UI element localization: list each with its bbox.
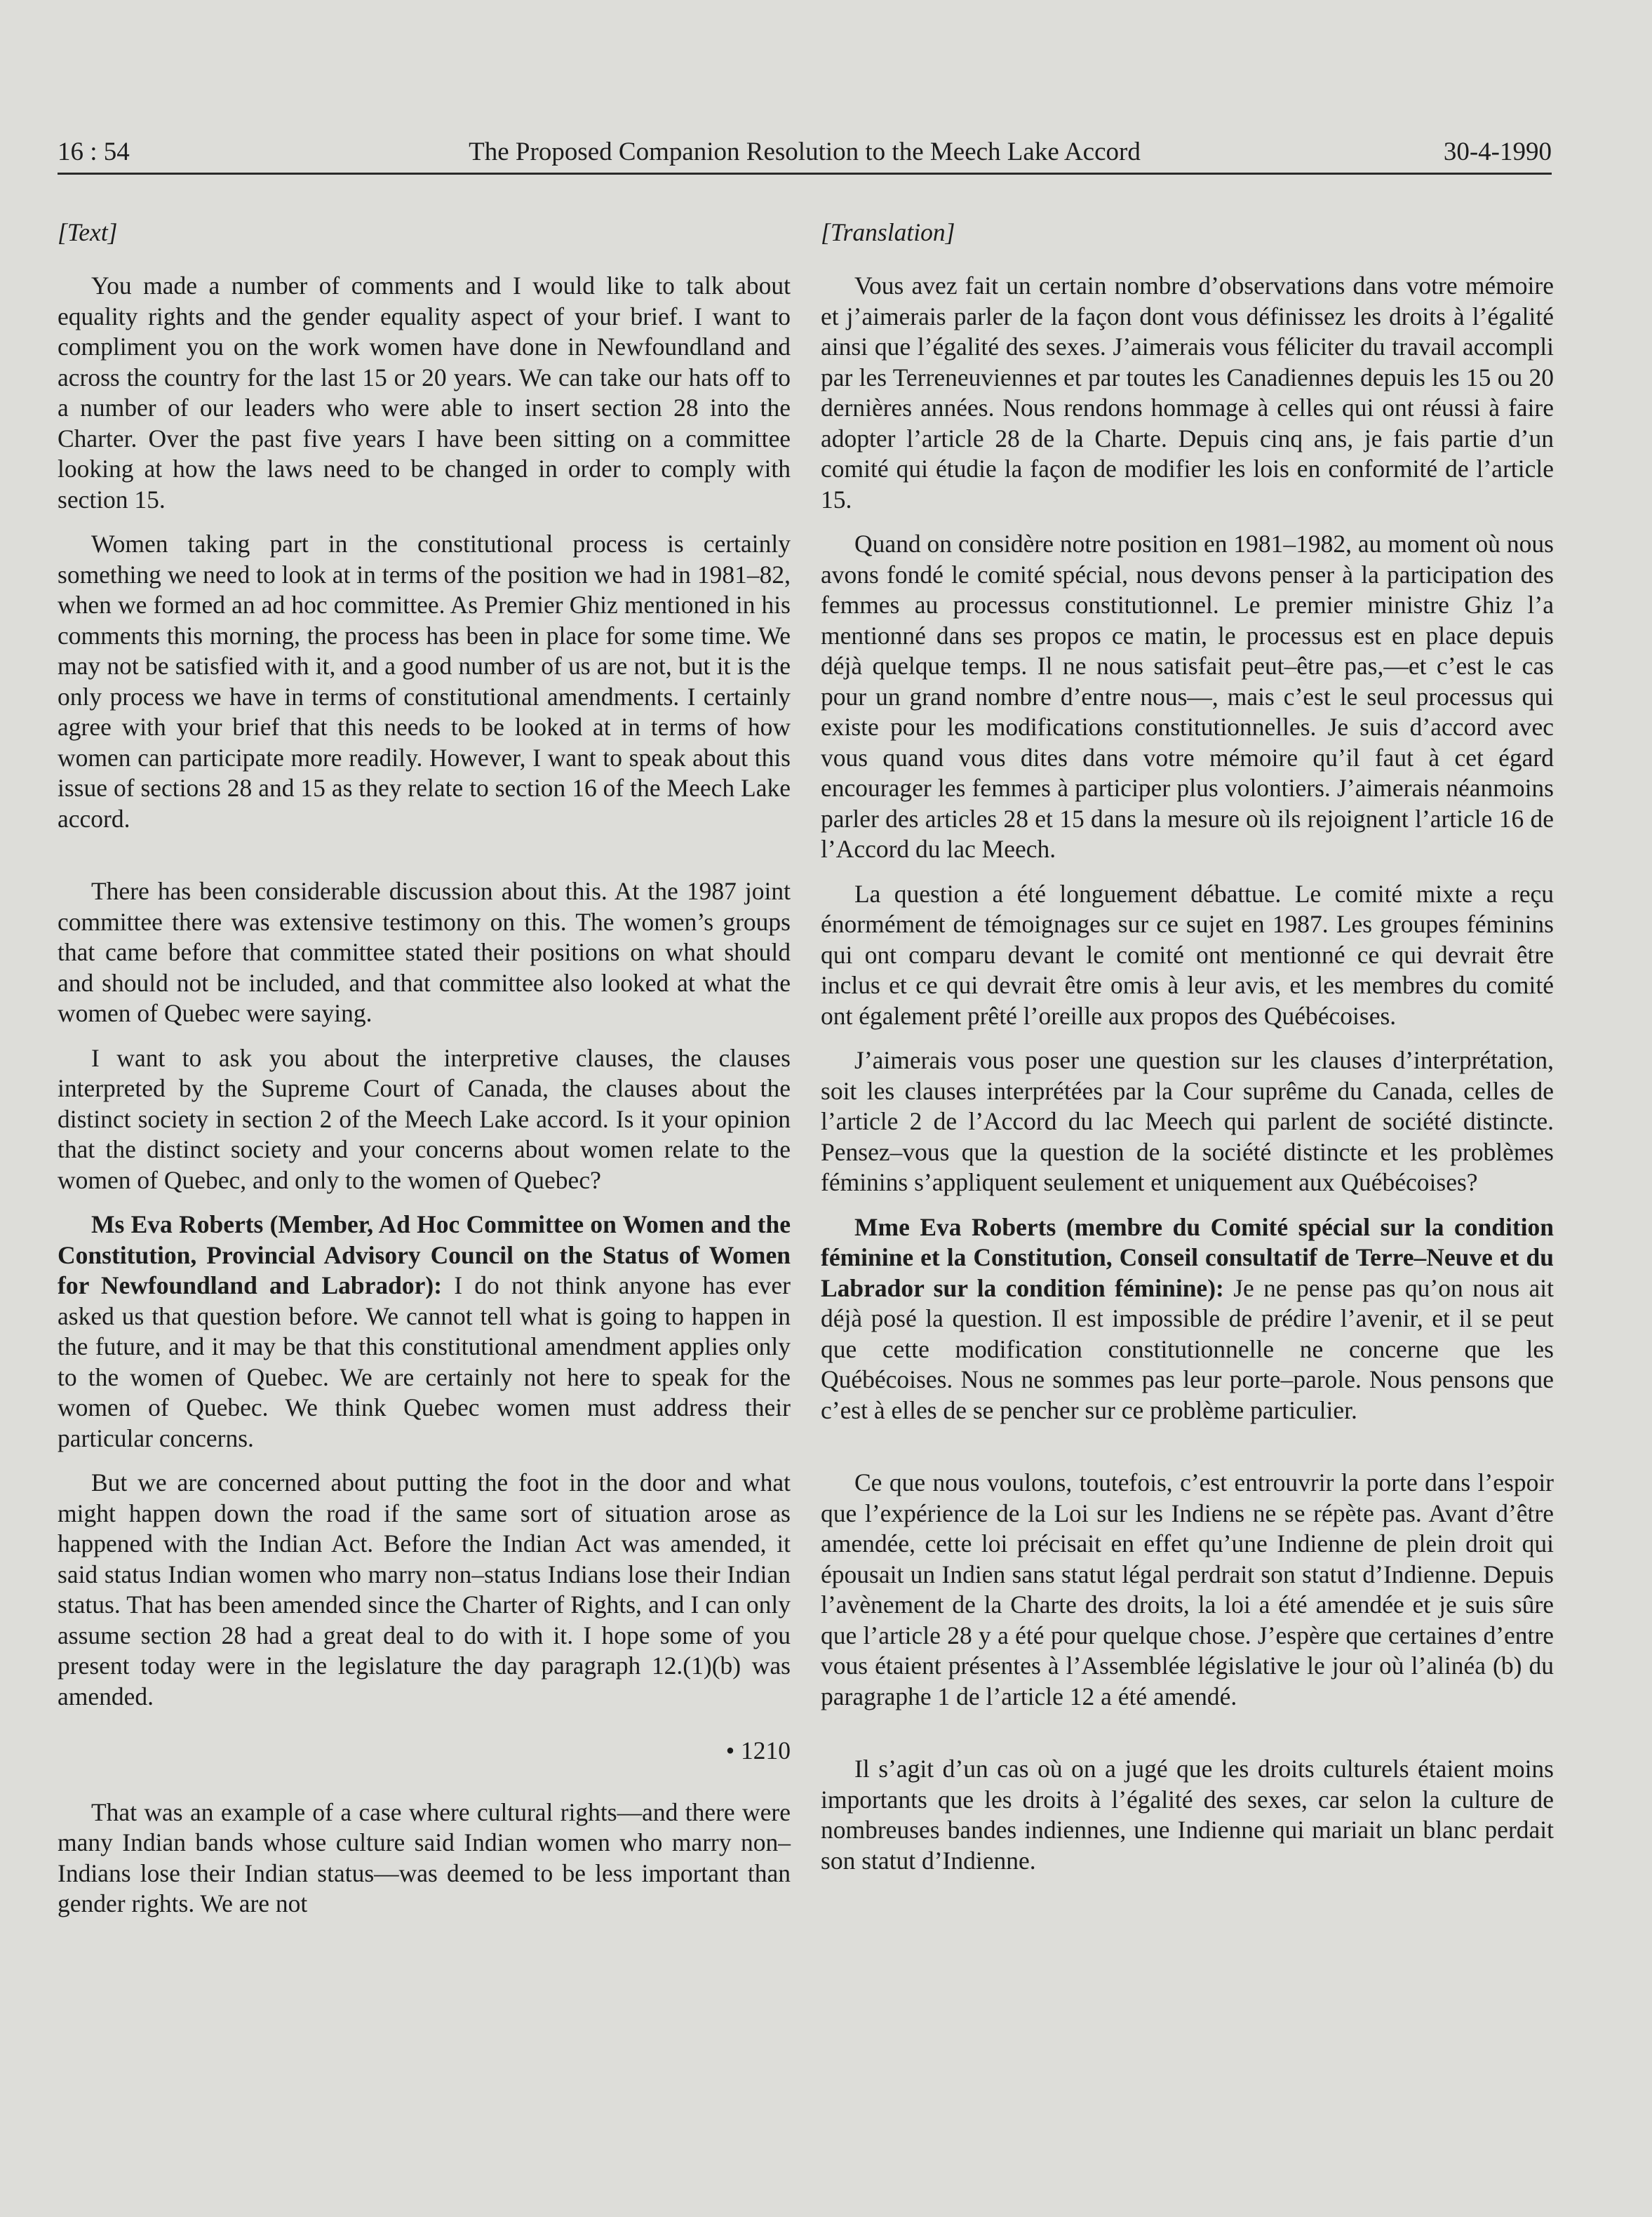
text-label: [Text] (58, 218, 118, 246)
paragraph: But we are concerned about putting the foot in the door and what might happen down the road if the same sort of situation arose as happened with the Indian Act. Before the Indian Act was amended, it said status Indian women who marry non–status Indians lose their Indian status. That has been amended since the Charter of Rights, and I can only assume section 28 had a great deal to do with it. I hope some of you present today were in the legislature the day paragraph 12.(1)(b) was amended. (58, 1468, 791, 1710)
running-header (58, 135, 1552, 175)
paragraph: Il s’agit d’un cas où on a jugé que les droits culturels étaient moins importants que les droits à l’égalité des sexes, car selon la culture de nombreuses bandes indiennes, une Indienne qui mariait un blanc perdait son statut d’Indienne. (821, 1755, 1554, 1875)
paragraph: You made a number of comments and I would like to talk about equality rights and the gender equality aspect of your brief. I want to compliment you on the work women have done in Newfoundland and across the country for the last 15 or 20 years. We can take our hats off to a number of our leaders who were able to insert section 28 into the Charter. Over the past five years I have been sitting on a committee looking at how the laws need to be changed in order to comply with section 15. (58, 272, 791, 514)
french-column (821, 217, 1554, 1890)
paragraph: I want to ask you about the interpretive clauses, the clauses interpreted by the Supreme Court of Canada, the clauses about the distinct society in section 2 of the Meech Lake accord. Is it your opinion that the distinct society and your concerns about women relate to the women of Quebec, and only to the women of Quebec? (58, 1043, 791, 1194)
speaker-paragraph (58, 1210, 791, 1454)
translation-label: [Translation] (821, 218, 955, 246)
speaker-text: Je ne pense pas qu’on nous ait déjà posé la question. Il est impossible de prédire l’avenir, et il se peut que cette modification constitutionnelle ne concerne que les Québécoises. Nous ne sommes pas leur porte–parole. Nous pensons que c’est à elles de se pencher sur ce problème particulier. (821, 1273, 1554, 1424)
speaker-text: I do not think anyone has ever asked us that question before. We cannot tell what is going to happen in the future, and it may be that this constitutional amendment applies only to the women of Quebec. We are certainly not here to speak for the women of Quebec. We think Quebec women must address their particular concerns. (58, 1271, 791, 1452)
paragraph: Vous avez fait un certain nombre d’observations dans votre mémoire et j’aimerais parler de la façon dont vous définissez les droits à l’égalité ainsi que l’égalité des sexes. J’aimerais vous féliciter du travail accompli par les Terreneuviennes et par toutes les Canadiennes depuis les 15 ou 20 dernières années. Nous rendons hommage à celles qui ont réussi à faire adopter l’article 28 de la Charte. Depuis cinq ans, je fais partie d’un comité qui étudie la façon de modifier les lois en conformité de l’article 15. (821, 272, 1554, 514)
speaker-name: Mme Eva Roberts (membre du Comité spécial sur la condition féminine et la Constitution, Conseil consultatif de Terre–Neuve et du Labrador sur la condition féminine): (821, 1212, 1554, 1302)
paragraph: Quand on considère notre position en 1981–1982, au moment où nous avons fondé le comité spécial, nous devons penser à la participation des femmes au processus constitutionnel. Le premier ministre Ghiz l’a mentionné dans ses propos ce matin, le processus est en place depuis déjà quelque temps. Il ne nous satisfait peut–être pas,—et c’est le cas pour un grand nombre d’entre nous—, mais c’est le seul processus qui existe pour les modifications constitutionnelles. Je suis d’accord avec vous quand vous dites dans votre mémoire qu’il faut à cet égard encourager les femmes à participer plus volontiers. J’aimerais néanmoins parler des articles 28 et 15 dans la mesure où ils rejoignent l’article 16 de l’Accord du lac Meech. (821, 530, 1554, 863)
paragraph: There has been considerable discussion about this. At the 1987 joint committee there was extensive testimony on this. The women’s groups that came before that committee stated their positions on what should and should not be included, and that committee also looked at what the women of Quebec were saying. (58, 877, 791, 1027)
page-number: 16 : 54 (58, 138, 130, 166)
english-column (58, 217, 791, 1934)
paragraph: That was an example of a case where cultural rights—and there were many Indian bands whose culture said Indian women who marry non–Indians lose their Indian status—was deemed to be less important than gender rights. We are not (58, 1797, 791, 1917)
running-title: The Proposed Companion Resolution to the Meech Lake Accord (469, 138, 1141, 166)
time-marker: • 1210 (725, 1736, 791, 1764)
header-date: 30-4-1990 (1443, 138, 1552, 166)
speaker-name: Ms Eva Roberts (Member, Ad Hoc Committee on Women and the Constitution, Provincial Advisory Council on the Status of Women for Newfoundland and Labrador): (58, 1210, 791, 1299)
paragraph: Women taking part in the constitutional process is certainly something we need to look at in terms of the position we had in 1981–82, when we formed an ad hoc committee. As Premier Ghiz mentioned in his comments this morning, the process has been in place for some time. We may not be satisfied with it, and a good number of us are not, but it is the only process we have in terms of constitutional amendments. I certainly agree with your brief that this needs to be looked at in terms of how women can participate more readily. However, I want to speak about this issue of sections 28 and 15 as they relate to section 16 of the Meech Lake accord. (58, 530, 791, 833)
paragraph: J’aimerais vous poser une question sur les clauses d’interprétation, soit les clauses interprétées par la Cour suprême du Canada, celles de l’article 2 de l’Accord du lac Meech qui parlent de société distincte. Pensez–vous que la question de la société distincte et les problèmes féminins s’appliquent seulement et uniquement aux Québécoises? (821, 1046, 1554, 1196)
paragraph: La question a été longuement débattue. Le comité mixte a reçu énormément de témoignages sur ce sujet en 1987. Les groupes féminins qui ont comparu devant le comité ont mentionné ce qui devrait être inclus et ce qui devrait être omis à leur avis, et les membres du comité ont également prêté l’oreille aux propos des Québécoises. (821, 879, 1554, 1030)
speaker-paragraph (821, 1212, 1554, 1426)
paragraph: Ce que nous voulons, toutefois, c’est entrouvrir la porte dans l’espoir que l’expérience de la Loi sur les Indiens ne se répète pas. Avant d’être amendée, cette loi précisait en effet qu’une Indienne de plein droit qui épousait un Indien sans statut légal perdrait son statut d’Indienne. Depuis l’avènement de la Charte des droits, la loi a été amendée et je suis sûre que l’article 28 y a été pour quelque chose. J’espère que certaines d’entre vous étaient présentes à l’Assemblée législative le jour où l’alinéa (b) du paragraphe 1 de l’article 12 a été amendé. (821, 1468, 1554, 1710)
